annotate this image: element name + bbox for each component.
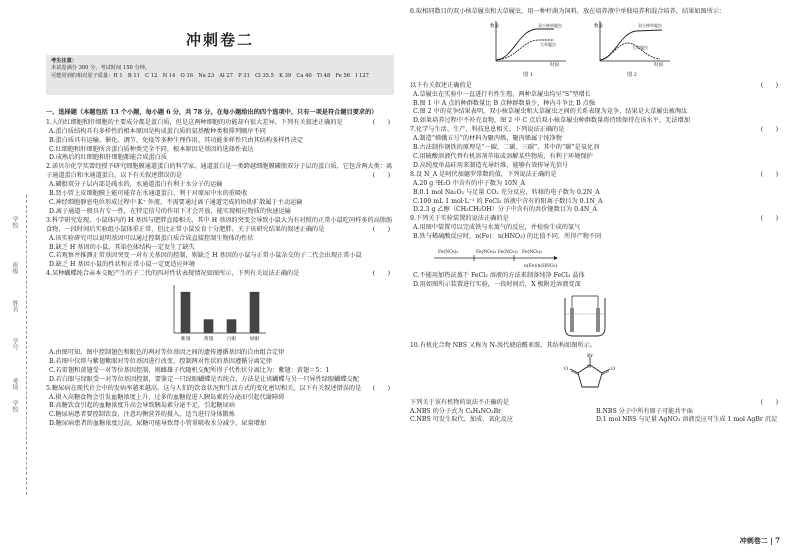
svg-text:双小核草履虫: 双小核草履虫 [638, 22, 662, 28]
answer-option: A.草履虫在实验中一直进行有性生殖，两种草履虫均呈“S”型增长 [413, 90, 591, 98]
bar [181, 292, 191, 333]
answer-option: B.肾小管上皮细胞膜上能可能存在水通道蛋白，利于对原尿中水的重吸收 [49, 190, 248, 198]
answer-option: C.不能用加热法蒸干 FeCl₃ 溶液的方法来制备纯净 FeCl₃ 晶体 [413, 272, 585, 280]
svg-text:Br: Br [587, 352, 594, 359]
svg-text:大草履虫: 大草履虫 [632, 44, 648, 50]
gutter-label: 学校 [11, 216, 18, 228]
bar [227, 319, 237, 333]
answer-option: B.缺乏 H 基因的小鼠，其染色体结构一定发生了缺失 [49, 243, 195, 251]
svg-text:大草履虫: 大草履虫 [540, 41, 556, 47]
electrolysis-apparatus [550, 292, 620, 340]
bar [204, 319, 214, 333]
question-stem: 1.人的红细胞和肝细胞的主要成分都是蛋白质，但是这两种细胞的功能却有很大差异。下列有关叙述正确的是 ( ) [46, 118, 390, 126]
svg-text:双小核草履虫: 双小核草履虫 [538, 22, 562, 28]
x-tick-label: 黄翅 [203, 337, 214, 343]
option-row [410, 416, 782, 425]
answer-option: A.NBS 的分子式为 C₄H₄NO₂Br [410, 407, 502, 415]
figure-2 [592, 19, 672, 80]
answer-option: C.糖尿病患者要控制饮食，注意均衡营养的摄入，适当进行身体锻炼 [49, 411, 235, 419]
answer-option: B.蛋白质具有运输、催化、调节、免疫等多种生理作用，其功能多样性只由其结构多样性决定 [49, 136, 304, 144]
answer-option: D.如果培养过程中不补充食物，图 2 中 C 点后双小核草履虫种群数量将持续保持在该水平，无法增加 [413, 117, 690, 125]
answer-option: A.该实验研究可以说明基因可以通过控制蛋白质合成直接控制生物体的性状 [49, 234, 254, 242]
svg-text:N: N [587, 363, 592, 370]
nbs-structure [560, 353, 620, 393]
question-stem: 4.某种蝴蝶纯合亲本交配产生的子二代的四对性状表现情况如图所示，下列有关说法正确的是 ( ) [46, 270, 390, 278]
question-stem: 下列关于该有机物的说法不正确的是 ( ) [410, 398, 778, 406]
section-heading: 一、选择题（本题包括 13 个小题，每小题 6 分，共 78 分。在每小题给出的四个选项中，只有一项是符合题目要求的） [46, 108, 378, 116]
answer-option: C.若观察并推测正常基因突变一对有关基因的控制，则缺乏 H 基因的小鼠与正常小鼠杂交的子二代会出现正常小鼠 [49, 252, 362, 260]
answer-option: B.0.1 mol Na₂O₂ 与足量 CO₂ 充分反应，转移的电子数为 0.2N_A [413, 188, 600, 196]
answer-option: B.NBS 分子中所有原子可能共平面 [596, 407, 693, 415]
page-title: 冲刺卷二 [185, 31, 254, 49]
notice-line: 可能用到的相对原子质量：H 1 B 11 C 12 N 14 O 16 Na 23 Al 27 P 31 Cl 35.5 K 39 Ca 40 Ti 48 Fe 56 I 127 [51, 72, 369, 79]
figure-caption: 图 2 [627, 71, 637, 78]
growth-curve-1 [488, 19, 568, 67]
x-tick-label: 绿眼 [249, 337, 260, 343]
question-list [46, 349, 394, 429]
left-column [46, 8, 394, 429]
question-list [410, 399, 782, 408]
page-footer: 冲刺卷二 | 7 [739, 536, 780, 545]
answer-option: A.20 g ²H₂O 中含有的中子数为 10N_A [413, 179, 525, 187]
svg-text:Fe(NO₃)₂: Fe(NO₃)₂ [438, 250, 459, 256]
answer-option: D.成熟后的红细胞和肝细胞都能合成蛋白质 [49, 154, 168, 162]
answer-bracket: ( ) [760, 126, 778, 134]
answer-bracket: ( ) [760, 81, 778, 89]
reaction-flow-diagram [430, 244, 570, 270]
answer-option: A.用图中装置可以完成铁与水蒸气的反应，并检验生成的氢气 [413, 224, 581, 232]
answer-option: A.磷脂双分子层内部是疏水的，水通道蛋白有利于水分子的运输 [49, 181, 223, 189]
answer-option: C.红细胞和肝细胞所含蛋白质种类完全不同，根本原因是基因的选择性表达 [49, 145, 254, 153]
svg-text:O: O [611, 365, 616, 372]
question-stem: 3.科学研究发现，小鼠体内的 H 基因与肥胖直接相关，其中 H 基因的突变会导致小鼠大为有对照的正常小鼠吃同样多的高脂肪食物，一段时间后实验组小鼠体重正常，但比正常小鼠发育十分肥胖。关于该研究结果的叙述正确的是 ( ) [46, 216, 393, 233]
answer-option: A.制造“嫦娥五号”的材料为聚丙烯，聚丙烯属于纯净物 [413, 135, 562, 143]
answer-option: D.2.3 g 乙醇（CH₃CH₂OH）分子中含有的共价键数目为 0.4N_A [413, 206, 597, 214]
answer-option: A.摄入高糖食物会引发血糖浓度上升，过多的血糖促进人胰岛素的分泌而引起代谢障碍 [49, 393, 285, 401]
answer-option: D.用如图所示装置进行实验，一段时间后，X 极附近溶液变深 [413, 280, 581, 288]
notice-label: 考生注意： [51, 57, 77, 64]
svg-text:时间: 时间 [654, 62, 663, 67]
answer-option: B.高糖饮食引起的血糖浓度升高会导致胰岛素分泌不足，引起糖尿病 [49, 402, 235, 410]
bar [250, 292, 260, 333]
answer-option: C.图 2 中的竞争结果表明，双小核草履虫和大草履虫之间的关系表现为竞争，结果是大草履虫被淘汰 [413, 108, 688, 116]
x-tick-label: 白眼 [226, 337, 237, 343]
answer-bracket: ( ) [760, 215, 778, 223]
svg-text:Fe(NO₃)₃: Fe(NO₃)₃ [522, 250, 543, 256]
question-stem: 10.有机化合物 NBS 又称为 N-溴代琥珀酰亚胺，其结构如图所示。 [410, 341, 596, 349]
apparatus-row [430, 292, 782, 340]
x-tick-label: 紫翅 [180, 337, 191, 343]
gutter-label: 班级 [11, 262, 18, 274]
question-stem: 8.设 N_A 是阿伏加德罗常数的值，下列说法正确的是 ( ) [410, 170, 778, 178]
answer-option: B.铁与稀硫酸反应时，n(Fe)：n(HNO₃) 的比值不同，所得产物不同 [413, 233, 602, 241]
question-stem: 6.取相同数目的双小核草履虫和大草履虫，用一种杆菌为饲料，放在培养液中单独培养和混合培养，结果如图所示： [410, 8, 726, 15]
answer-option: A.由图可知，图中控制翅色和眼色的两对等位基因之间的遗传遵循基因的自由组合定律 [49, 349, 285, 357]
exam-notice [46, 55, 394, 95]
gutter-label: 学号 [11, 338, 18, 350]
answer-option: B.图 1 中 A 点的种群数量比 B 点种群数量少，种内斗争比 B 点强 [413, 99, 596, 107]
answer-option: C.用硫酸溶液代替有机溶剂萃取或溶解某些物质，有利于环境保护 [413, 152, 593, 160]
answer-bracket: ( ) [760, 398, 778, 406]
question-list [46, 119, 394, 279]
gutter-label: 学校 [11, 400, 18, 412]
answer-bracket: ( ) [372, 225, 390, 233]
answer-option: D.1 mol NBS 与足量 AgNO₃ 溶液反应可生成 1 mol AgBr 沉淀 [596, 416, 778, 424]
answer-bracket: ( ) [760, 170, 778, 178]
answer-option: D.高纯度单晶硅用来制造光导纤维，能够有效传导光信号 [413, 161, 569, 169]
answer-bracket: ( ) [372, 172, 390, 180]
question-stem: 5.糖尿病在现代社会中的发病率越来越高，这与人们的饮食状况和生活方式的变化密切相关。以下有关叙述错误的是 ( ) [46, 384, 390, 392]
figure-1 [488, 19, 568, 80]
answer-option: D.缺乏 H 基因小鼠的性状和正常小鼠一定更适应环境 [49, 261, 195, 269]
answer-bracket: ( ) [372, 118, 390, 126]
answer-option: B.若图中仅将与紫翅紫眼对等位基因进行改变，控制两对性状的基因遵循分离定律 [49, 357, 273, 365]
apparatus-row [430, 244, 782, 270]
question-list [410, 82, 782, 242]
answer-bracket: ( ) [372, 270, 390, 278]
question-list [410, 272, 782, 290]
svg-text:数量: 数量 [490, 23, 499, 29]
right-column [410, 8, 782, 425]
answer-option: D.离子通道一般具有专一性，在特定信号的作用下才会开放，能实现相应物质的快速运输 [49, 207, 291, 215]
answer-option: D.糖尿病患者的血糖浓度过高，尿糖可能导致肾小管重吸收水分减少，尿量增加 [49, 420, 267, 428]
binding-margin [0, 0, 40, 552]
growth-curve-2 [592, 19, 672, 67]
cut-line [26, 195, 27, 495]
figure-pair [488, 19, 782, 80]
gutter-label: 考场 [11, 378, 18, 390]
answer-bracket: ( ) [372, 384, 390, 392]
answer-option: C.若雷翅和黄翅受一对等位基因控制，则雌雄子代随机交配所得子代性状分离比为：紫翅：黄翅＝5：1 [49, 366, 330, 374]
figure-caption: 图 1 [523, 71, 533, 78]
gutter-label: 姓名 [11, 300, 18, 312]
question-stem: 2.诺贝尔化学奖曾经授予研究细胞膜通道蛋白的科学家。通道蛋白是一类跨越细胞膜磷脂双分子层的蛋白质，它包含两大类：离子通道蛋白和水通道蛋白。以下有关叙述错误的是 ( ) [46, 163, 393, 180]
answer-option: A.蛋白质结构具有多样性的根本原因是构成蛋白质的氨基酸种类和排列顺序不同 [49, 127, 266, 135]
notice-line: 本试卷满分 300 分，考试时间 150 分钟。 [51, 65, 151, 72]
answer-option: D.若白眼与绿眼受一对等位基因控制，要鉴定一只绿眼蝴蝶是否纯合，方法是让该蝴蝶与另一只异性绿眼蝴蝶交配 [49, 375, 359, 383]
answer-option: C.神经细胞静息电位形成过程中 K⁺ 外流，不需要通过离子通道完成的协助扩散属于主动运输 [49, 198, 303, 206]
option-grid [410, 408, 782, 426]
answer-option: C.NBS 可发生取代、加成、氧化反应 [410, 416, 514, 424]
svg-text:时间: 时间 [550, 62, 559, 67]
bar-chart [164, 281, 269, 343]
svg-text:n(Fe)/n(HNO₃): n(Fe)/n(HNO₃) [524, 264, 558, 270]
question-stem: 9.下列关于实验装置的说法正确的是 ( ) [410, 215, 778, 223]
svg-text:数量: 数量 [594, 23, 603, 29]
svg-text:Fe(NO₃)₂ Fe(NO₃)₃: Fe(NO₃)₂ Fe(NO₃)₃ [476, 250, 519, 256]
svg-text:O: O [564, 365, 569, 372]
question-stem: 7.化学与生活、生产、科技息息相关。下列说法正确的是 ( ) [410, 126, 778, 134]
question-stem: 以下有关叙述正确的是 ( ) [410, 81, 778, 89]
answer-option: B.古法制作钢铁的原理是“一碳、二碳、三碳”，其中的“碳”是氧化剂 [413, 144, 600, 152]
answer-option: C.100 mL 1 mol·L⁻¹ 的 FeCl₃ 溶液中含有的阳离子数目为 0.1N_A [413, 197, 603, 205]
